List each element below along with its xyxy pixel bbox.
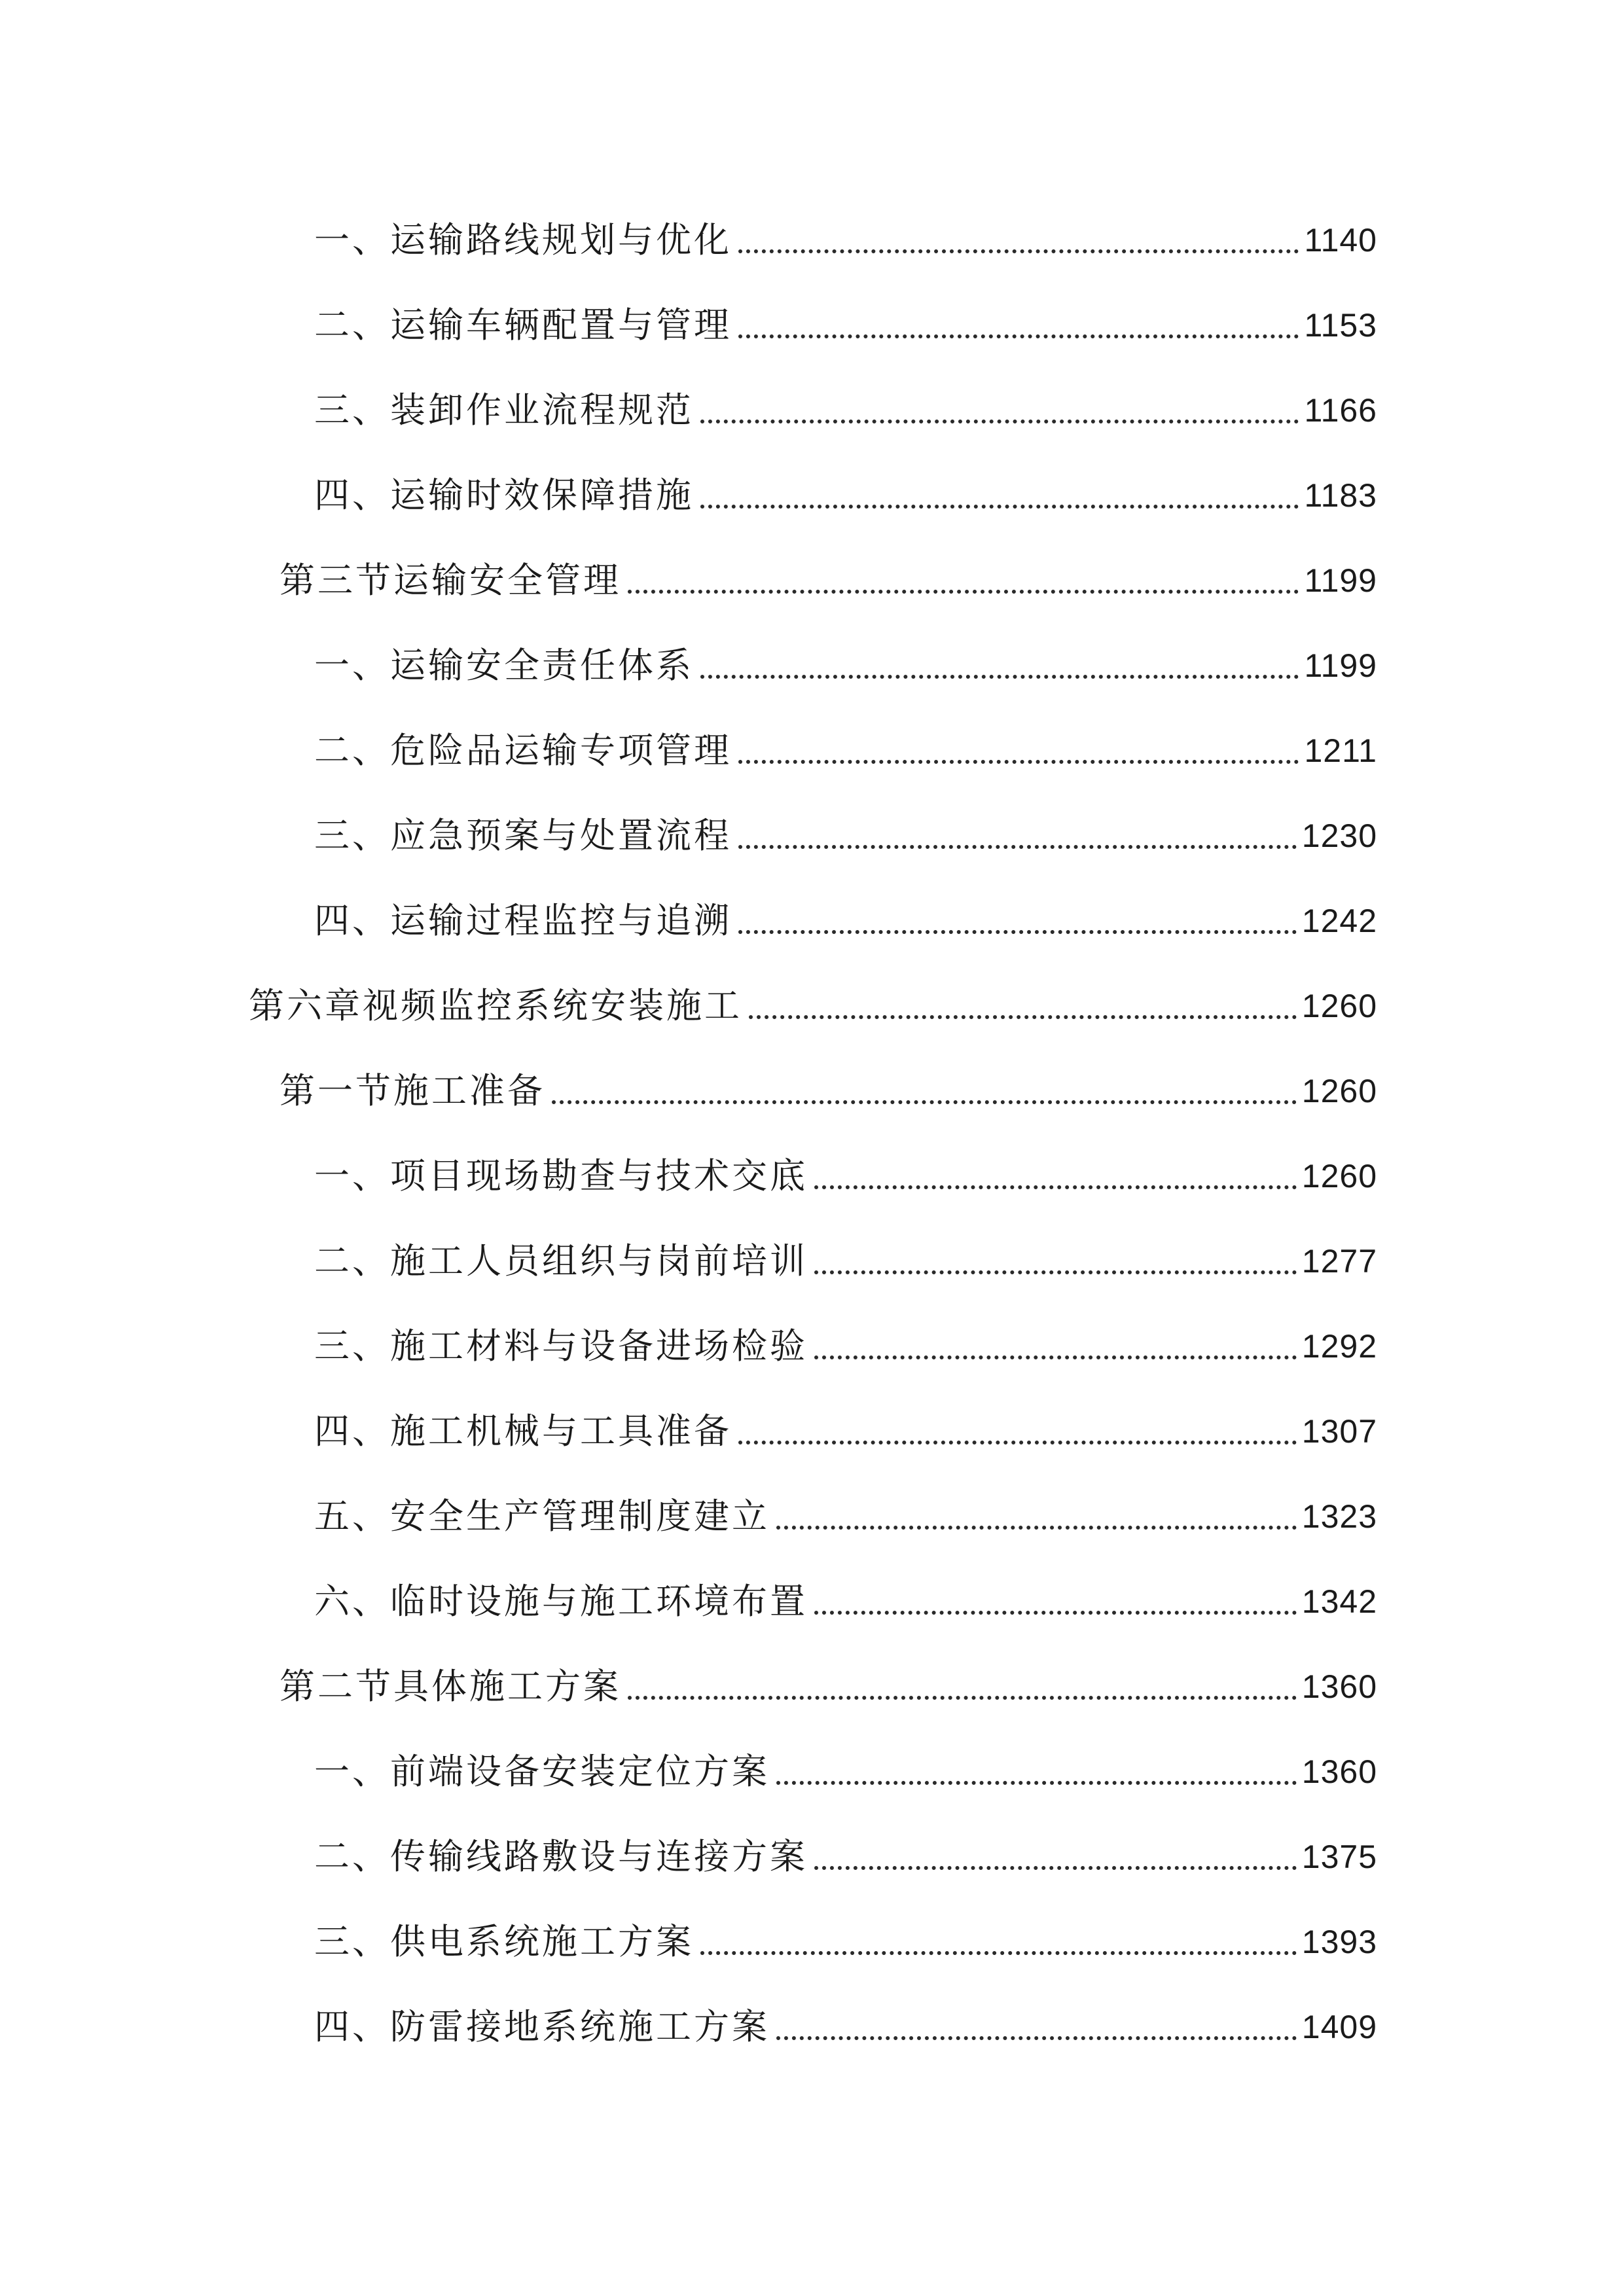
toc-dot-leader xyxy=(814,1270,1297,1274)
toc-entry[interactable] xyxy=(314,1489,1377,1544)
toc-entry-title: 四、施工机械与工具准备 xyxy=(314,1410,732,1452)
toc-dot-leader xyxy=(738,760,1299,764)
toc-entry[interactable] xyxy=(314,1404,1377,1459)
toc-entry[interactable] xyxy=(314,1149,1377,1204)
toc-entry-title: 四、防雷接地系统施工方案 xyxy=(314,2006,770,2047)
toc-entry[interactable] xyxy=(314,808,1377,863)
toc-dot-leader xyxy=(700,675,1299,679)
toc-dot-leader xyxy=(628,1696,1297,1700)
toc-entry-page: 1199 xyxy=(1304,562,1377,599)
toc-dot-leader xyxy=(776,2036,1297,2040)
toc-entry-page: 1360 xyxy=(1301,1753,1377,1790)
toc-entry-title: 四、运输时效保障措施 xyxy=(314,475,694,516)
toc-entry-title: 三、应急预案与处置流程 xyxy=(314,815,732,856)
toc-entry-page: 1360 xyxy=(1301,1668,1377,1705)
toc-entry[interactable] xyxy=(314,1574,1377,1629)
toc-entry[interactable] xyxy=(314,298,1377,353)
toc-entry-page: 1140 xyxy=(1304,222,1377,259)
toc-entry-page: 1230 xyxy=(1301,817,1377,854)
toc-entry-page: 1342 xyxy=(1301,1583,1377,1620)
toc-entry[interactable] xyxy=(314,1829,1377,1884)
toc-entry-page: 1393 xyxy=(1301,1924,1377,1960)
toc-entry-title: 四、运输过程监控与追溯 xyxy=(314,900,732,941)
toc-entry-title: 三、供电系统施工方案 xyxy=(314,1921,694,1962)
toc-dot-leader xyxy=(700,1951,1297,1955)
toc-dot-leader xyxy=(552,1100,1297,1104)
toc-entry-title: 第三节运输安全管理 xyxy=(280,560,621,601)
toc-entry-title: 一、运输安全责任体系 xyxy=(314,645,694,686)
toc-entry-page: 1260 xyxy=(1301,988,1377,1024)
toc-entry-page: 1292 xyxy=(1301,1328,1377,1365)
toc-entry[interactable] xyxy=(314,638,1377,693)
toc-entry-page: 1260 xyxy=(1301,1158,1377,1194)
toc-entry-page: 1260 xyxy=(1301,1073,1377,1109)
toc-entry-title: 第六章视频监控系统安装施工 xyxy=(249,985,742,1026)
toc-dot-leader xyxy=(738,1441,1297,1444)
toc-entry-title: 二、运输车辆配置与管理 xyxy=(314,304,732,346)
toc-entry-title: 二、施工人员组织与岗前培训 xyxy=(314,1240,808,1282)
toc-dot-leader xyxy=(738,334,1299,338)
toc-entry-title: 一、前端设备安装定位方案 xyxy=(314,1751,770,1792)
toc-entry-page: 1183 xyxy=(1304,477,1377,514)
toc-entry-page: 1211 xyxy=(1304,732,1377,769)
toc-section-entry[interactable] xyxy=(280,1659,1377,1714)
toc-entry-page: 1323 xyxy=(1301,1498,1377,1535)
toc-entry-title: 二、危险品运输专项管理 xyxy=(314,730,732,771)
toc-entry[interactable] xyxy=(314,1319,1377,1374)
toc-entry[interactable] xyxy=(314,723,1377,778)
toc-dot-leader xyxy=(814,1611,1297,1615)
toc-entry-page: 1277 xyxy=(1301,1243,1377,1280)
toc-entry-title: 三、装卸作业流程规范 xyxy=(314,389,694,431)
toc-entry-title: 五、安全生产管理制度建立 xyxy=(314,1496,770,1537)
toc-entry-page: 1166 xyxy=(1304,392,1377,429)
toc-entry[interactable] xyxy=(314,1914,1377,1969)
toc-entry-title: 三、施工材料与设备进场检验 xyxy=(314,1325,808,1367)
toc-entry[interactable] xyxy=(314,893,1377,948)
toc-dot-leader xyxy=(776,1526,1297,1530)
toc-dot-leader xyxy=(814,1866,1297,1870)
toc-entry-page: 1409 xyxy=(1301,2009,1377,2045)
toc-dot-leader xyxy=(814,1185,1297,1189)
toc-entry-title: 第一节施工准备 xyxy=(280,1070,545,1111)
toc-dot-leader xyxy=(628,590,1299,594)
toc-chapter-entry[interactable] xyxy=(249,978,1377,1033)
toc-section-entry[interactable] xyxy=(280,1064,1377,1119)
toc-entry[interactable] xyxy=(314,1234,1377,1289)
toc-dot-leader xyxy=(776,1781,1297,1785)
toc-entry[interactable] xyxy=(314,213,1377,268)
toc-entry-title: 一、项目现场勘查与技术交底 xyxy=(314,1155,808,1196)
toc-entry-page: 1199 xyxy=(1304,647,1377,684)
toc-entry-title: 二、传输线路敷设与连接方案 xyxy=(314,1836,808,1877)
toc-dot-leader xyxy=(738,930,1297,934)
toc-entry-page: 1307 xyxy=(1301,1413,1377,1450)
toc-entry-page: 1242 xyxy=(1301,903,1377,939)
toc-entry-page: 1153 xyxy=(1304,307,1377,344)
toc-entry-page: 1375 xyxy=(1301,1839,1377,1875)
toc-entry[interactable] xyxy=(314,1744,1377,1799)
toc-entry[interactable] xyxy=(314,468,1377,523)
toc-dot-leader xyxy=(749,1015,1297,1019)
toc-section-entry[interactable] xyxy=(280,553,1377,608)
toc-dot-leader xyxy=(738,249,1299,253)
toc-dot-leader xyxy=(738,845,1297,849)
toc-entry[interactable] xyxy=(314,2000,1377,2054)
toc-entry-title: 第二节具体施工方案 xyxy=(280,1666,621,1707)
toc-dot-leader xyxy=(700,420,1299,423)
toc-entry-title: 一、运输路线规划与优化 xyxy=(314,219,732,260)
toc-entry-title: 六、临时设施与施工环境布置 xyxy=(314,1581,808,1622)
toc-entry[interactable] xyxy=(314,383,1377,438)
toc-dot-leader xyxy=(814,1355,1297,1359)
toc-dot-leader xyxy=(700,505,1299,509)
